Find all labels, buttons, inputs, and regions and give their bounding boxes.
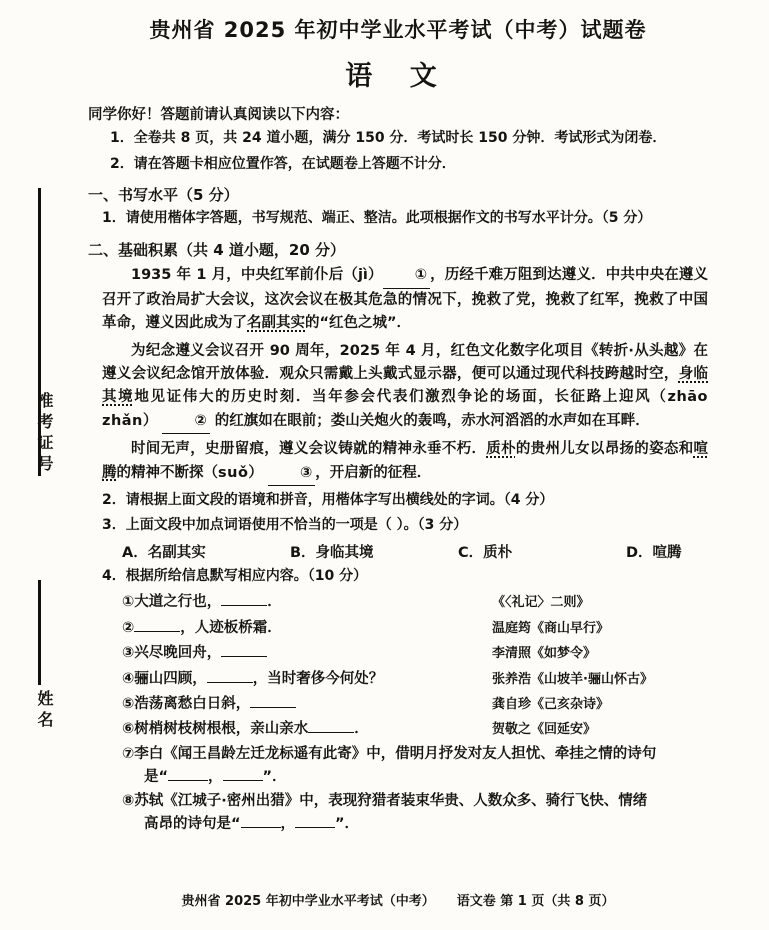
memorization-source-3: 李清照《如梦令》	[492, 646, 597, 662]
section-heading-1: 一、书写水平（5 分）	[88, 186, 239, 205]
student-name-label: 姓名	[35, 690, 54, 732]
answer-blank[interactable]	[295, 827, 335, 828]
left-margin-strip	[0, 0, 82, 930]
item-pre-text: 大道之行也，	[134, 594, 222, 611]
memorization-item-8	[122, 790, 708, 837]
emphasis-word-zhipu: 质朴	[486, 441, 516, 458]
memorization-source-4: 张养浩《山坡羊·骊山怀古》	[492, 671, 653, 687]
list-item	[122, 692, 708, 717]
page-title: 贵州省 2025 年初中学业水平考试（中考）试题卷	[149, 18, 647, 42]
notice-item-1: 1．全卷共 8 页，共 24 道小题，满分 150 分．考试时长 150 分钟．考试形式为闭卷．	[110, 130, 667, 146]
list-item	[122, 616, 708, 641]
main-content	[88, 0, 708, 837]
passage-p3-part-e: ，开启新的征程．	[315, 464, 432, 481]
list-item	[122, 590, 708, 615]
passage-blank-1: ①	[383, 264, 430, 288]
notice-greeting: 同学你好！答题前请认真阅读以下内容：	[88, 107, 349, 123]
item-7-line-2	[144, 766, 708, 789]
memorization-source-2: 温庭筠《商山早行》	[492, 620, 610, 636]
section-heading-2: 二、基础积累（共 4 道小题，20 分）	[88, 241, 345, 260]
passage-p3-part-a: 时间无声，史册留痕，遵义会议铸就的精神永垂不朽．	[131, 441, 487, 458]
item-number: ①	[122, 594, 135, 611]
item-7-mid: ，	[208, 769, 223, 786]
passage-blank-2: ②	[162, 410, 209, 434]
memorization-item-7	[122, 743, 708, 790]
answer-blank[interactable]	[221, 656, 267, 657]
answer-blank[interactable]	[221, 605, 267, 606]
passage-paragraph-1	[102, 264, 708, 335]
footer-page-number: 语文卷 第 1 页（共 8 页）	[456, 894, 615, 909]
answer-blank[interactable]	[250, 707, 296, 708]
memorization-source-6: 贺敬之《回延安》	[492, 722, 597, 738]
passage-p3-part-d: ）	[248, 464, 263, 481]
list-item	[122, 667, 708, 692]
memorization-item-4	[122, 667, 492, 692]
item-number: ②	[122, 619, 135, 636]
memorization-item-2	[122, 616, 492, 641]
passage-p3-part-c: 的精神不断探（	[116, 464, 218, 481]
admission-number-label: 准考证号	[35, 392, 54, 476]
item-number: ⑥	[122, 721, 135, 738]
emphasis-word-shenlinqijing: 身临其境	[102, 366, 709, 406]
emphasis-word-xuanteng: 喧腾	[102, 441, 709, 481]
item-post-text: ．	[267, 594, 282, 611]
question-3-stem: 3．上面文段中加点词语使用不恰当的一项是（ ）。（3 分）	[102, 517, 468, 534]
memorization-list	[122, 590, 708, 836]
item-8-line-2	[144, 813, 708, 836]
memorization-item-1	[122, 590, 492, 615]
passage-p2-part-c: ）	[142, 412, 158, 429]
subject-title: 语 文	[345, 61, 451, 92]
list-item	[122, 641, 708, 666]
item-post-text: ，人迹板桥霜．	[180, 619, 282, 636]
item-8-line-1: 苏轼《江城子·密州出猎》中，表现狩猎者装束华贵、人数众多、骑行飞快、情绪	[134, 792, 648, 809]
item-number: ⑧	[122, 792, 135, 809]
item-7-pre: 是“	[144, 769, 169, 786]
passage-blank-3: ③	[268, 462, 315, 486]
passage-p2-part-b: 地见证伟大的历史时刻．当年参会代表们激烈争论的场面，长征路上迎风（	[134, 389, 668, 406]
item-pre-text: 兴尽晚回舟，	[134, 645, 222, 662]
passage-p2-part-a: 为纪念遵义会议召开 90 周年，2025 年 4 月，红色文化数字化项目《转折·从头越》在遵义会议纪念馆开放体验．观众只需戴上头戴式显示器，便可以通过现代科技跨越时空，	[102, 342, 708, 382]
item-8-mid: ，	[280, 816, 296, 833]
item-pre-text: 浩荡离愁白日斜，	[134, 695, 251, 712]
memorization-item-6	[122, 717, 492, 742]
answer-blank[interactable]	[168, 780, 208, 781]
question-2: 2．请根据上面文段的语境和拼音，用楷体字写出横线处的字词。（4 分）	[102, 492, 554, 509]
passage-p1-part-c: 的“红色之城”．	[305, 315, 412, 332]
question-1: 1．请使用楷体字答题，书写规范、端正、整洁。此项根据作文的书写水平计分。（5 分）	[102, 210, 652, 227]
answer-blank[interactable]	[134, 631, 180, 632]
option-d[interactable]: D．喧腾	[626, 544, 682, 561]
item-7-post: ”．	[262, 769, 287, 786]
answer-blank[interactable]	[207, 682, 253, 683]
pinyin-zhaozhan: zhāo zhǎn	[102, 389, 709, 429]
question-4-stem: 4．根据所给信息默写相应内容。（10 分）	[102, 567, 368, 584]
item-post-text: ．	[354, 721, 369, 738]
answer-blank[interactable]	[308, 732, 354, 733]
page-footer	[88, 890, 708, 909]
item-8-pre: 高昂的诗句是“	[144, 816, 241, 833]
pinyin-suo: suǒ	[218, 464, 249, 481]
option-b[interactable]: B．身临其境	[290, 544, 374, 561]
item-post-text: ，当时奢侈今何处？	[252, 670, 384, 687]
memorization-source-1: 《〈礼记〉二则》	[492, 595, 590, 611]
passage-paragraph-2	[102, 340, 708, 435]
option-a[interactable]: A．名副其实	[122, 544, 206, 561]
option-c[interactable]: C．质朴	[458, 544, 513, 561]
memorization-source-5: 龚自珍《己亥杂诗》	[492, 696, 610, 712]
passage-p2-part-d: 的红旗如在眼前；娄山关炮火的轰鸣，赤水河滔滔的水声如在耳畔．	[214, 412, 650, 429]
item-pre-text: 树梢树枝树根根，亲山亲水	[134, 721, 309, 738]
item-number: ④	[122, 670, 135, 687]
passage-paragraph-3	[102, 438, 708, 486]
list-item	[122, 717, 708, 742]
seal-line-lower	[38, 580, 41, 685]
emphasis-word-mingfuqishi: 名副其实	[247, 315, 305, 332]
passage-p3-part-b: 的贵州儿女以昂扬的姿态和	[515, 441, 694, 458]
item-number: ⑤	[122, 695, 135, 712]
passage-p1-part-a: 1935 年 1 月，中央红军前仆后（jì）	[131, 267, 383, 284]
memorization-item-3	[122, 641, 492, 666]
notice-item-2: 2．请在答题卡相应位置作答，在试题卷上答题不计分．	[110, 155, 456, 172]
item-pre-text: 骊山四顾，	[134, 670, 207, 687]
item-number: ③	[122, 645, 135, 662]
footer-exam-name: 贵州省 2025 年初中学业水平考试（中考）	[181, 894, 435, 909]
question-3-options	[122, 541, 708, 562]
passage-p1-part-b: ，历经千难万阻到达遵义．中共中央在遵义召开了政治局扩大会议，这次会议在极其危急的情况下，挽救了党，挽救了红军，挽救了中国革命，遵义因此成为了	[102, 267, 709, 332]
item-8-post: ”．	[335, 816, 360, 833]
answer-blank[interactable]	[241, 827, 281, 828]
answer-blank[interactable]	[223, 780, 263, 781]
item-number: ⑦	[122, 745, 135, 762]
item-7-line-1: 李白《闻王昌龄左迁龙标遥有此寄》中，借明月抒发对友人担忧、牵挂之情的诗句	[134, 745, 657, 762]
memorization-item-5	[122, 692, 492, 717]
